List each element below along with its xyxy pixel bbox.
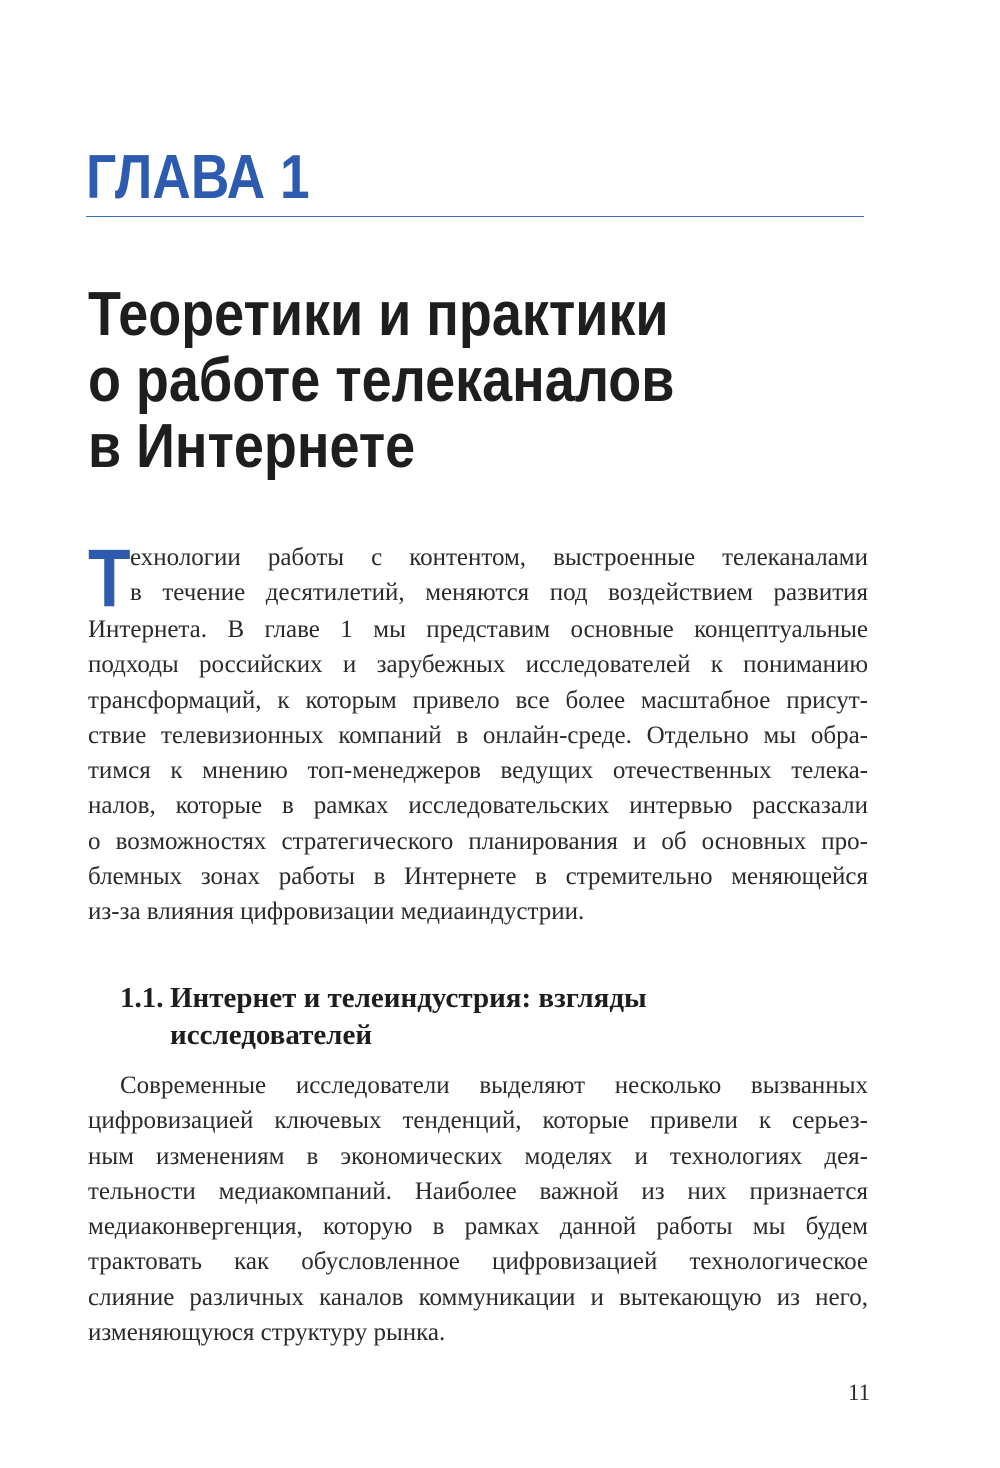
chapter-label: ГЛАВА 1 — [86, 143, 310, 212]
page-number: 11 — [848, 1380, 871, 1405]
paragraph-line: в течение десятилетий, меняются под воздействием развития — [130, 579, 868, 607]
paragraph-line: подходы российских и зарубежных исследователей к пониманию — [88, 651, 868, 679]
chapter-title-line: в Интернете — [88, 412, 416, 481]
paragraph-line: Современные исследователи выделяют несколько вызванных — [120, 1072, 868, 1099]
paragraph-line: медиаконвергенция, которую в рамках данной работы мы будем — [88, 1213, 868, 1241]
paragraph-line: трансформаций, к которым привело все более масштабное присут- — [88, 686, 868, 714]
paragraph-line: Интернета. В главе 1 мы представим основные концептуальные — [88, 616, 868, 643]
paragraph-line: о возможностях стратегического планирования и об основных про- — [88, 827, 868, 855]
paragraph-line: цифровизацией ключевых тенденций, которые привели к серьез- — [88, 1107, 868, 1135]
section-title-line: исследователей — [170, 1019, 373, 1051]
paragraph-line: тельности медиакомпаний. Наиболее важной из них признается — [88, 1177, 868, 1205]
chapter-title-line: о работе телеканалов — [88, 346, 675, 415]
paragraph-line: изменяющуюся структуру рынка. — [88, 1319, 446, 1347]
paragraph-line: налов, которые в рамках исследовательских интервью рассказали — [88, 792, 868, 820]
section-heading — [120, 980, 647, 1054]
paragraph-line: из-за влияния цифровизации медиаиндустрии. — [88, 898, 585, 926]
paragraph-line: блемных зонах работы в Интернете в стремительно меняющейся — [88, 863, 868, 891]
section-number: 1.1. — [120, 982, 164, 1014]
paragraph-line: трактовать как обусловленное цифровизацией технологическое — [88, 1248, 868, 1276]
chapter-title-line: Теоретики и практики — [88, 280, 669, 349]
drop-cap: Т — [88, 533, 131, 624]
paragraph-line: ным изменениям в экономических моделях и технологиях дея- — [88, 1142, 868, 1170]
body-paragraph — [88, 1068, 868, 1350]
paragraph-line: слияние различных каналов коммуникации и вытекающую из него, — [88, 1283, 868, 1311]
paragraph-line: ствие телевизионных компаний в онлайн-среде. Отдельно мы обра- — [88, 721, 868, 749]
intro-paragraph — [88, 533, 868, 930]
section-title-line: Интернет и телеиндустрия: взгляды — [170, 982, 647, 1014]
chapter-divider — [86, 216, 864, 217]
paragraph-line: тимся к мнению топ-менеджеров ведущих отечественных телека- — [88, 757, 868, 785]
paragraph-line: ехнологии работы с контентом, выстроенные телеканалами — [130, 544, 868, 571]
chapter-title — [88, 282, 674, 480]
